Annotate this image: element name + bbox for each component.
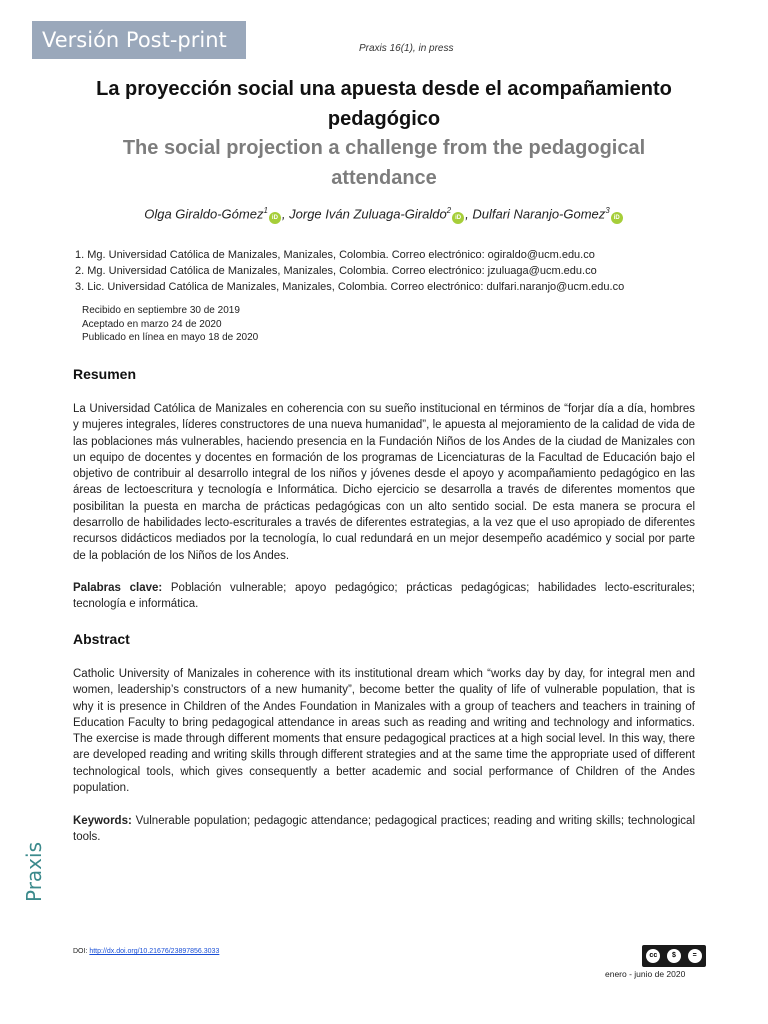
journal-volume: 16 [389,43,401,54]
noderivatives-icon: = [688,949,702,963]
author-separator: , [281,206,290,222]
affiliation-item: 3. Lic. Universidad Católica de Manizales, Manizales, Colombia. Correo electrónico: dulfari.naranjo@ucm.edu.co [75,281,625,293]
orcid-icon[interactable]: iD [452,212,464,224]
accepted-date: Aceptado en marzo 24 de 2020 [82,318,222,330]
issue-date-range: enero - junio de 2020 [605,969,686,979]
resumen-heading: Resumen [73,366,137,382]
author-name: Olga Giraldo-Gómez [144,206,264,222]
title-spanish: La proyección social una apuesta desde el acompañamiento pedagógico [96,78,672,130]
journal-name: Praxis [359,43,387,54]
keywords [73,813,695,846]
resumen-body: La Universidad Católica de Manizales en coherencia con su sueño institucional en términos de “forjar día a día, hombres y mujeres integrales, líderes constructores de una nueva humanidad”, le apuesta al mejoramiento de la calidad de vida de las poblaciones más vulnerables, haciendo presencia en la Fundación Niños de los Andes de la ciudad de Manizales con un equipo de docentes y docentes en formación de los programas de Licenciaturas de la Facultad de Educación bajo el objetivo de contribuir al desarrollo integral de los niños y jóvenes desde el apoyo y acompañamiento pedagógico en las áreas de lectoescritura y tecnología e Informática. Dicho ejercicio se desarrolla a través de diferentes momentos que posibilitan la puesta en marcha de prácticas pedagógicas con un alto sentido social. De esta manera se procura el desarrollo de habilidades lecto-escriturales a través de diferentes estrategias, a la vez que el uso apropiado de diferentes recursos didácticos mediados por la tecnología, lo cual redundará en un mejor desempeño académico y social por parte de la población de los Niños de los Andes. [73,403,695,562]
abstract-heading: Abstract [73,631,130,647]
keywords-label: Keywords: [73,815,132,827]
publication-dates [82,304,258,345]
affiliation-item: 2. Mg. Universidad Católica de Manizales, Manizales, Colombia. Correo electrónico: jzuluaga@ucm.edu.co [75,265,597,277]
doi-label: DOI: [73,948,88,955]
doi-link[interactable]: http://dx.doi.org/10.21676/23897856.3033 [89,948,220,955]
noncommercial-icon: $ [667,949,681,963]
author-affiliation-number: 1 [263,206,268,215]
author-affiliation-number: 3 [605,206,610,215]
praxis-logo-text: Praxis [22,842,46,902]
keywords-text: Vulnerable population; pedagogic attendance; pedagogical practices; reading and writing skills; technological tools. [73,815,695,844]
creative-commons-license-icon[interactable] [642,945,706,967]
cc-icon: cc [646,949,660,963]
received-date: Recibido en septiembre 30 de 2019 [82,305,240,316]
published-date: Publicado en línea en mayo 18 de 2020 [82,332,259,343]
palabras-clave-label: Palabras clave: [73,582,163,594]
journal-issue: (1), in press [400,43,454,54]
praxis-side-logo [22,842,102,902]
affiliation-list [75,247,624,295]
author-name: Dulfari Naranjo-Gomez [472,206,606,222]
orcid-icon[interactable]: iD [611,212,623,224]
palabras-clave [73,580,695,613]
post-print-badge: Versión Post-print [32,21,246,59]
title-english: The social projection a challenge from the pedagogical attendance [122,137,646,189]
affiliation-item: 1. Mg. Universidad Católica de Manizales, Manizales, Colombia. Correo electrónico: ogiraldo@ucm.edu.co [75,249,595,261]
author-name: Jorge Iván Zuluaga-Giraldo [289,206,447,222]
orcid-icon[interactable]: iD [269,212,281,224]
author-list [70,206,698,224]
author-separator: , [465,206,473,222]
journal-reference [359,43,454,54]
doi-line [73,948,219,955]
abstract-body: Catholic University of Manizales in coherence with its institutional dream which “works day by day, for integral men and women, leadership’s constructors of a new humanity”, become better the quality of life of vulnerable population, that is why it is presence in Children of the Andes Foundation in Manizales with a group of teachers and teachers in training of Education Faculty to bring pedagogical attendance in areas such as reading and writing and technology and informatics. The exercise is made through different moments that ensure pedagogical practices at a high social level. In this way, there are developed reading and writing skills through different strategies and at the same time the appropriate used of different technological tools, which gives consequently a better academic and social performance of Children of the Andes population. [73,668,695,795]
author-affiliation-number: 2 [446,206,452,215]
palabras-clave-text: Población vulnerable; apoyo pedagógico; prácticas pedagógicas; habilidades lecto-escriturales; tecnología e informática. [73,582,695,611]
